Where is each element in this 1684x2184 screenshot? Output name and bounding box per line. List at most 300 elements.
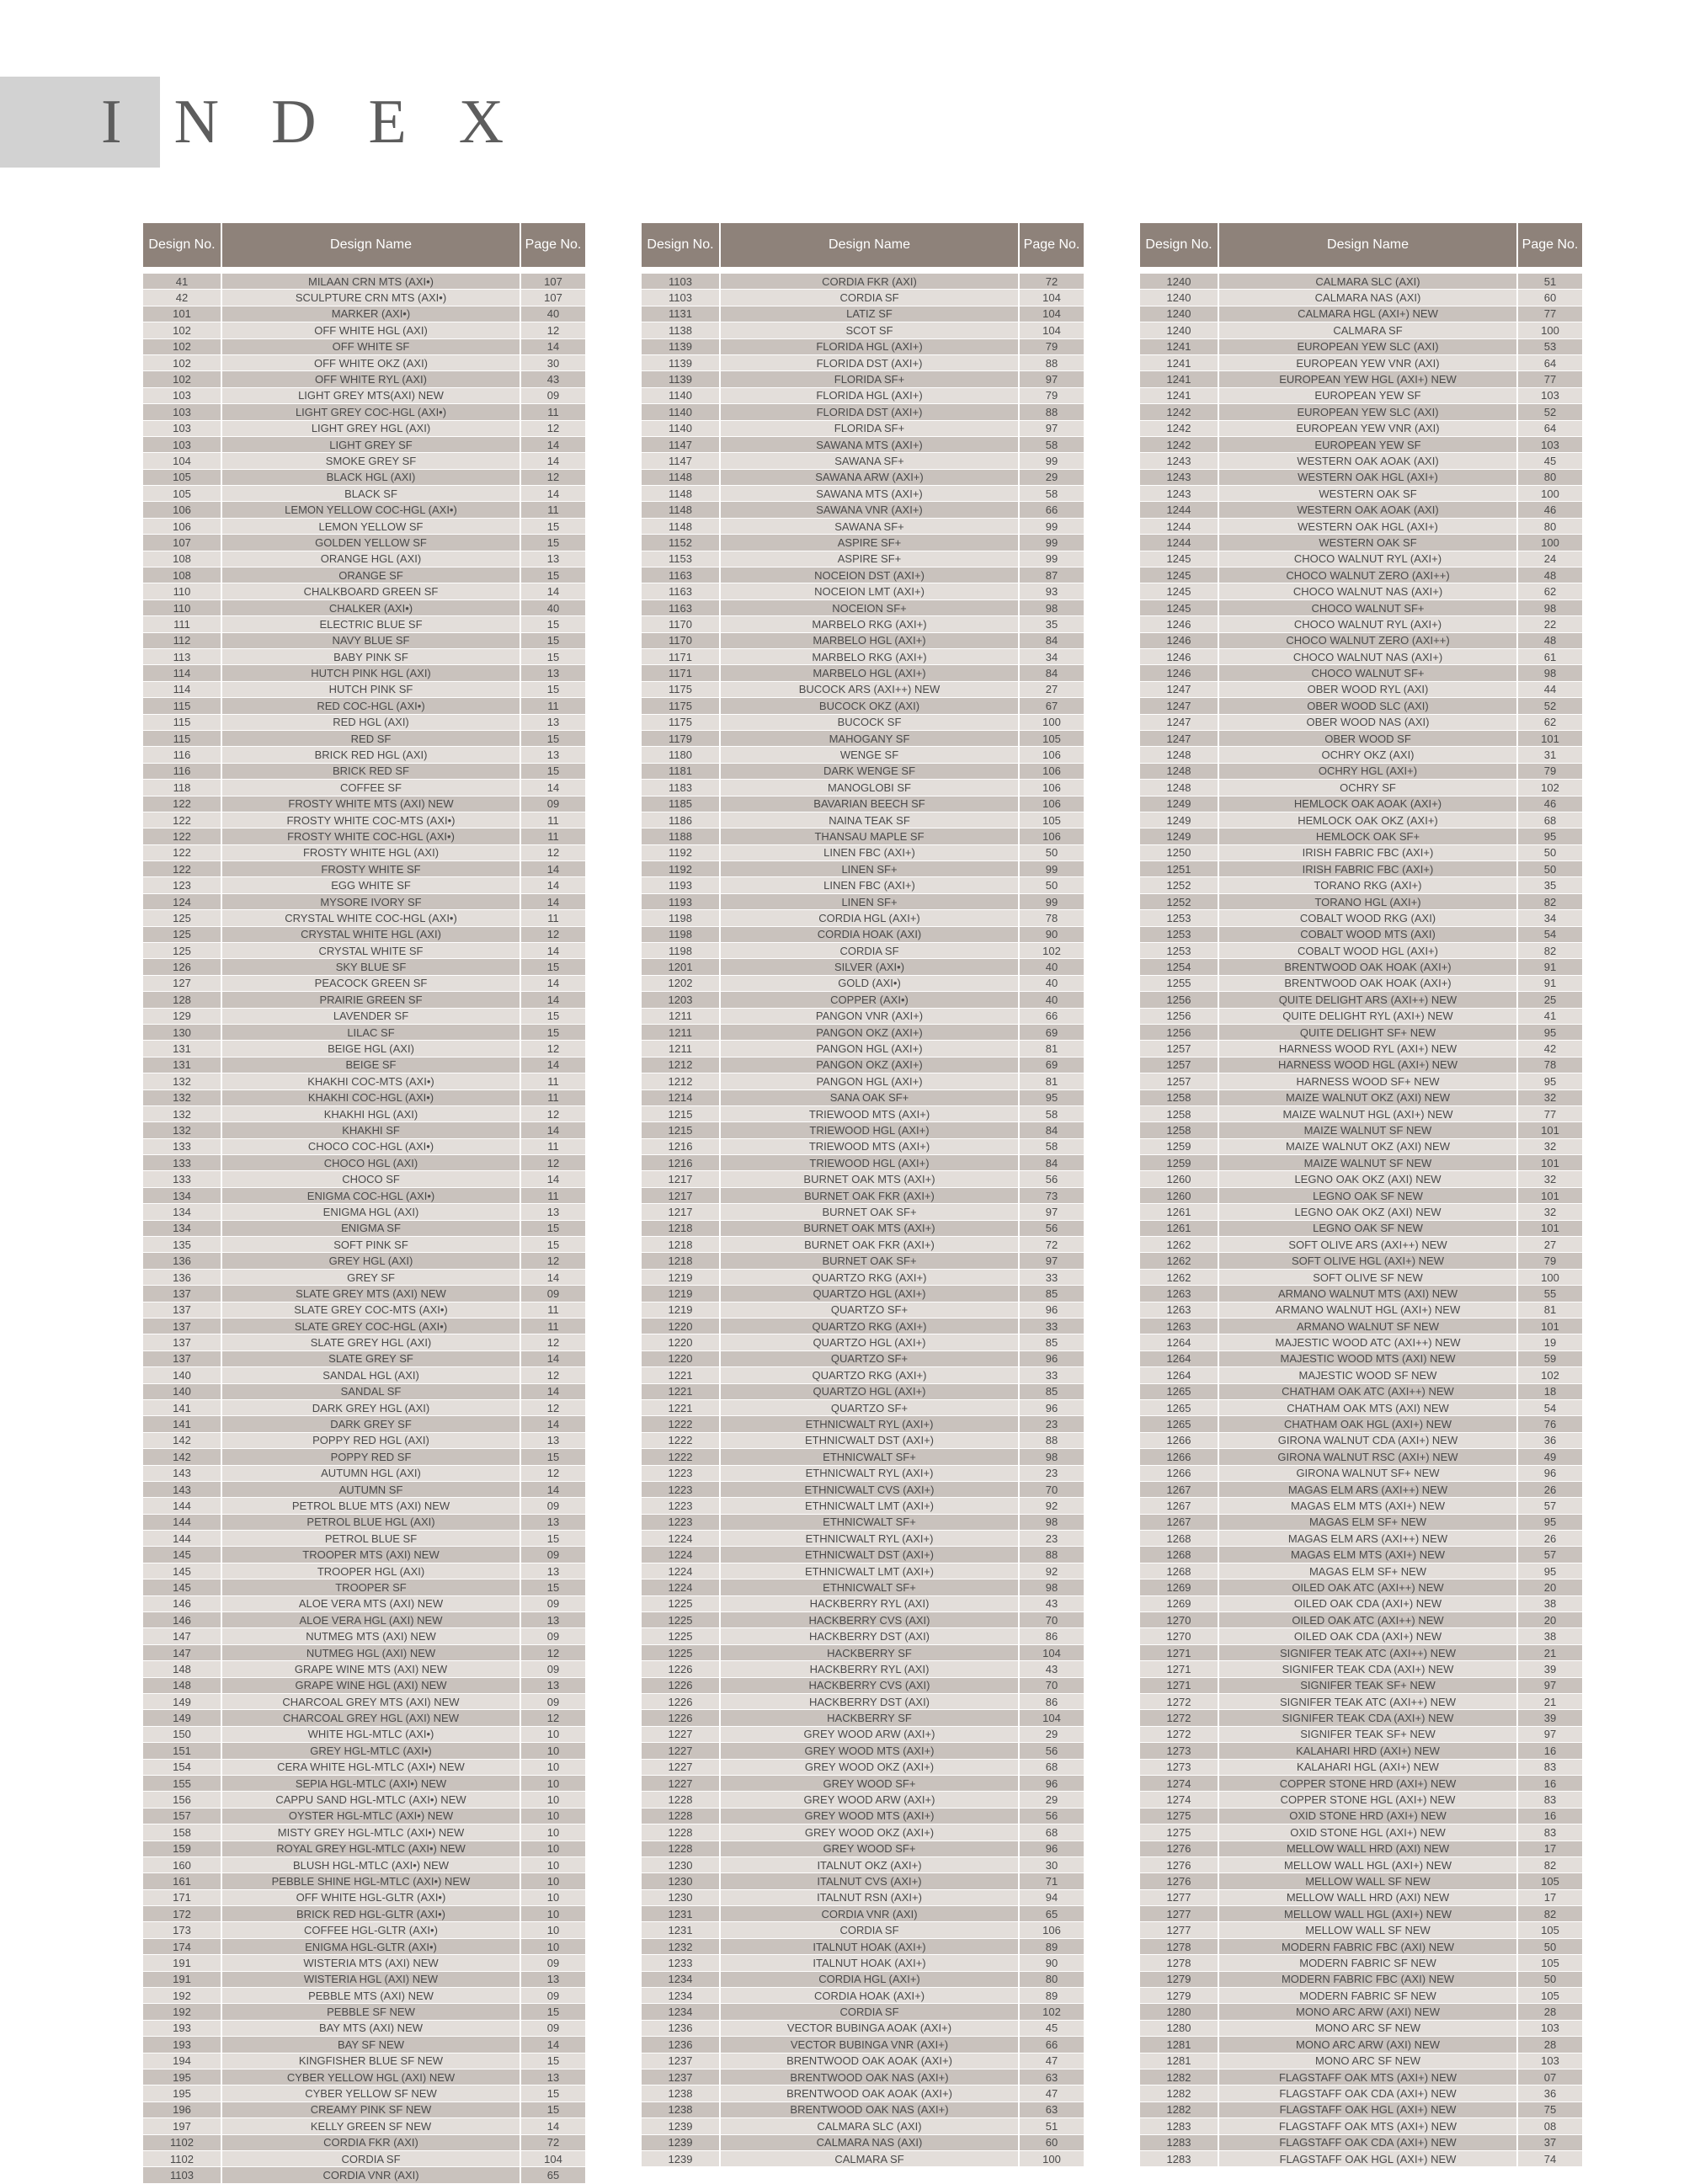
design-no-cell: 1180 [642,747,720,763]
design-no-cell: 1267 [1140,1498,1218,1514]
design-name-cell: MYSORE IVORY SF [221,893,520,909]
design-no-cell: 140 [143,1367,221,1383]
page-no-cell: 67 [1019,698,1084,714]
page-no-cell: 10 [520,1873,585,1889]
design-name-cell: SMOKE GREY SF [221,453,520,469]
design-name-cell: PANGON HGL (AXI+) [720,1041,1019,1057]
page-no-cell: 105 [1517,1873,1582,1889]
design-no-cell: 1221 [642,1399,720,1415]
design-no-cell: 1217 [642,1204,720,1220]
page-no-cell: 14 [520,486,585,502]
design-name-cell: ETHNICWALT RYL (AXI+) [720,1416,1019,1432]
page-no-cell: 50 [1517,844,1582,860]
design-no-cell: 1271 [1140,1644,1218,1660]
design-name-cell: SLATE GREY SF [221,1350,520,1366]
design-no-cell: 110 [143,583,221,599]
page-no-cell: 11 [520,812,585,828]
design-no-cell: 1103 [642,274,720,290]
design-no-cell: 157 [143,1808,221,1824]
design-no-cell: 102 [143,354,221,370]
table-row [1140,1481,1582,1497]
design-name-cell: BRENTWOOD OAK HOAK (AXI+) [1218,959,1517,975]
table-row [642,502,1084,518]
page-no-cell: 86 [1019,1628,1084,1644]
design-no-cell: 1248 [1140,763,1218,779]
design-no-cell: 144 [143,1531,221,1547]
design-name-cell: CHATHAM OAK HGL (AXI+) NEW [1218,1416,1517,1432]
design-no-cell: 1211 [642,1041,720,1057]
design-no-cell: 1217 [642,1171,720,1187]
table-row [642,371,1084,387]
design-no-cell: 1251 [1140,861,1218,877]
page-no-cell: 22 [1517,616,1582,632]
table-row [1140,1938,1582,1954]
table-row [642,1057,1084,1073]
page-no-cell: 100 [1517,486,1582,502]
table-row [642,747,1084,763]
design-no-cell: 105 [143,486,221,502]
table-row [143,1302,585,1318]
design-name-cell: CHOCO WALNUT ZERO (AXI++) [1218,632,1517,648]
design-name-cell: OFF WHITE HGL-GLTR (AXI•) [221,1889,520,1905]
table-row [1140,502,1582,518]
design-name-cell: PETROL BLUE MTS (AXI) NEW [221,1498,520,1514]
design-no-cell: 1262 [1140,1237,1218,1253]
page-no-cell: 14 [520,583,585,599]
design-name-cell: ASPIRE SF+ [720,551,1019,567]
design-name-cell: HACKBERRY RYL (AXI) [720,1661,1019,1677]
table-header-row [642,223,1084,267]
design-name-cell: SAWANA SF+ [720,518,1019,534]
design-name-cell: CALMARA SF [1218,322,1517,338]
design-no-cell: 147 [143,1628,221,1644]
design-no-cell: 102 [143,338,221,354]
design-name-cell: MARBELO HGL (AXI+) [720,665,1019,681]
design-name-cell: VECTOR BUBINGA AOAK (AXI+) [720,2020,1019,2036]
design-name-cell: BLACK HGL (AXI) [221,469,520,485]
design-name-cell: ORANGE SF [221,567,520,583]
design-no-cell: 114 [143,681,221,697]
page-no-cell: 105 [1517,1922,1582,1938]
page-no-cell: 99 [1019,453,1084,469]
page-no-cell: 81 [1019,1041,1084,1057]
design-name-cell: OBER WOOD NAS (AXI) [1218,714,1517,730]
table-row [642,404,1084,420]
design-no-cell: 128 [143,992,221,1008]
page-no-cell: 14 [520,1350,585,1366]
design-no-cell: 122 [143,812,221,828]
table-row [642,1693,1084,1709]
page-no-cell: 69 [1019,1024,1084,1040]
page-no-cell: 57 [1517,1498,1582,1514]
table-row [143,763,585,779]
page-no-cell: 95 [1517,1073,1582,1089]
page-no-cell: 13 [520,1204,585,1220]
page-no-cell: 60 [1517,290,1582,306]
design-name-cell: LINEN FBC (AXI+) [720,877,1019,893]
page-no-cell: 100 [1019,714,1084,730]
page-no-cell: 14 [520,992,585,1008]
design-name-cell: CORDIA SF [720,2004,1019,2020]
page-no-cell: 11 [520,1138,585,1154]
table-row [143,1922,585,1938]
design-no-cell: 1276 [1140,1856,1218,1872]
design-no-cell: 1198 [642,943,720,959]
table-row [642,1416,1084,1432]
page-no-cell: 28 [1517,2004,1582,2020]
table-row [143,975,585,991]
design-name-cell: VECTOR BUBINGA VNR (AXI+) [720,2037,1019,2053]
page-no-cell: 15 [520,1579,585,1595]
table-row [143,1775,585,1791]
table-row [1140,420,1582,436]
design-no-cell: 132 [143,1105,221,1121]
design-no-cell: 1222 [642,1449,720,1465]
design-no-cell: 1226 [642,1661,720,1677]
design-name-cell: ENIGMA COC-HGL (AXI•) [221,1187,520,1203]
design-no-cell: 1253 [1140,943,1218,959]
header-page-no: Page No. [1019,223,1084,267]
page-no-cell: 58 [1019,1138,1084,1154]
table-row [1140,274,1582,290]
design-no-cell: 1269 [1140,1579,1218,1595]
design-no-cell: 143 [143,1481,221,1497]
table-row [143,616,585,632]
page-no-cell: 102 [1517,780,1582,796]
table-row [143,714,585,730]
page-no-cell: 15 [520,2053,585,2069]
design-no-cell: 1228 [642,1824,720,1840]
design-no-cell: 1147 [642,453,720,469]
page-no-cell: 39 [1517,1710,1582,1726]
design-name-cell: SCULPTURE CRN MTS (AXI•) [221,290,520,306]
design-name-cell: SIGNIFER TEAK CDA (AXI+) NEW [1218,1710,1517,1726]
table-row [642,1220,1084,1236]
design-no-cell: 143 [143,1465,221,1481]
design-no-cell: 173 [143,1922,221,1938]
table-row [1140,1612,1582,1628]
page-no-cell: 12 [520,322,585,338]
table-row [143,1138,585,1154]
design-name-cell: SLATE GREY COC-HGL (AXI•) [221,1318,520,1334]
design-name-cell: WESTERN OAK HGL (AXI+) [1218,469,1517,485]
design-name-cell: BUCOCK ARS (AXI++) NEW [720,681,1019,697]
design-no-cell: 116 [143,763,221,779]
design-name-cell: ITALNUT RSN (AXI+) [720,1889,1019,1905]
table-row [1140,1726,1582,1742]
design-name-cell: EUROPEAN YEW SF [1218,436,1517,452]
design-no-cell: 1253 [1140,910,1218,926]
table-row [642,1187,1084,1203]
design-name-cell: AUTUMN HGL (AXI) [221,1465,520,1481]
table-row [642,1531,1084,1547]
design-name-cell: COBALT WOOD MTS (AXI) [1218,926,1517,942]
design-name-cell: LAVENDER SF [221,1008,520,1024]
table-row [1140,1824,1582,1840]
table-row [143,2134,585,2150]
page-no-cell: 107 [520,290,585,306]
design-name-cell: GIRONA WALNUT SF+ NEW [1218,1465,1517,1481]
table-row [642,780,1084,796]
table-row [1140,1759,1582,1775]
design-no-cell: 1216 [642,1138,720,1154]
page-no-cell: 32 [1517,1171,1582,1187]
design-name-cell: LEMON YELLOW SF [221,518,520,534]
design-no-cell: 1249 [1140,828,1218,844]
design-no-cell: 1246 [1140,616,1218,632]
table-row [1140,469,1582,485]
design-no-cell: 110 [143,599,221,615]
design-name-cell: GREY WOOD SF+ [720,1840,1019,1856]
design-name-cell: LIGHT GREY HGL (AXI) [221,420,520,436]
page-no-cell: 34 [1517,910,1582,926]
design-no-cell: 1175 [642,714,720,730]
table-row [642,2053,1084,2069]
design-no-cell: 1198 [642,910,720,926]
page-no-cell: 13 [520,1971,585,1987]
table-row [1140,1138,1582,1154]
page-no-cell: 10 [520,1840,585,1856]
design-name-cell: ITALNUT CVS (AXI+) [720,1873,1019,1889]
page-no-cell: 80 [1517,469,1582,485]
table-row [143,1155,585,1171]
design-name-cell: OCHRY OKZ (AXI) [1218,747,1517,763]
table-row [143,877,585,893]
table-row [143,812,585,828]
design-name-cell: CORDIA SF [720,290,1019,306]
table-row [1140,844,1582,860]
design-no-cell: 149 [143,1693,221,1709]
table-row [642,1204,1084,1220]
design-name-cell: OFF WHITE OKZ (AXI) [221,354,520,370]
page-no-cell: 10 [520,1775,585,1791]
design-no-cell: 1257 [1140,1041,1218,1057]
design-name-cell: CHOCO WALNUT SF+ [1218,599,1517,615]
design-name-cell: SIGNIFER TEAK ATC (AXI++) NEW [1218,1693,1517,1709]
page-no-cell: 09 [520,1693,585,1709]
design-name-cell: CORDIA HGL (AXI+) [720,1971,1019,1987]
page-no-cell: 17 [1517,1889,1582,1905]
page-no-cell: 29 [1019,1726,1084,1742]
page-no-cell: 15 [520,648,585,664]
design-no-cell: 1268 [1140,1531,1218,1547]
table-row [1140,2118,1582,2134]
design-no-cell: 137 [143,1334,221,1350]
design-name-cell: CORDIA FKR (AXI) [720,274,1019,290]
design-no-cell: 146 [143,1595,221,1611]
design-no-cell: 1243 [1140,469,1218,485]
table-row [1140,290,1582,306]
design-name-cell: QUITE DELIGHT ARS (AXI++) NEW [1218,992,1517,1008]
design-name-cell: COPPER STONE HRD (AXI+) NEW [1218,1775,1517,1791]
design-no-cell: 192 [143,2004,221,2020]
page-no-cell: 68 [1019,1824,1084,1840]
design-name-cell: MODERN FABRIC FBC (AXI) NEW [1218,1938,1517,1954]
table-row [143,1955,585,1971]
design-no-cell: 1192 [642,844,720,860]
design-no-cell: 145 [143,1579,221,1595]
design-no-cell: 1257 [1140,1073,1218,1089]
design-name-cell: DARK GREY SF [221,1416,520,1432]
page-no-cell: 96 [1019,1399,1084,1415]
design-name-cell: ETHNICWALT RYL (AXI+) [720,1465,1019,1481]
design-no-cell: 1202 [642,975,720,991]
design-no-cell: 1267 [1140,1481,1218,1497]
table-row [1140,616,1582,632]
page-no-cell: 10 [520,1922,585,1938]
page-no-cell: 09 [520,1286,585,1302]
table-row [642,583,1084,599]
design-no-cell: 1259 [1140,1138,1218,1154]
design-name-cell: GRAPE WINE HGL (AXI) NEW [221,1677,520,1693]
design-name-cell: HARNESS WOOD HGL (AXI+) NEW [1218,1057,1517,1073]
design-no-cell: 134 [143,1220,221,1236]
table-row [1140,1808,1582,1824]
design-name-cell: BURNET OAK MTS (AXI+) [720,1171,1019,1187]
table-row [642,1644,1084,1660]
design-no-cell: 1223 [642,1498,720,1514]
table-row [642,1988,1084,2004]
table-row [1140,1955,1582,1971]
table-row [642,1514,1084,1530]
design-name-cell: GREY WOOD ARW (AXI+) [720,1726,1019,1742]
design-name-cell: MARBELO HGL (AXI+) [720,632,1019,648]
page-no-cell: 12 [520,1710,585,1726]
design-no-cell: 1277 [1140,1889,1218,1905]
design-no-cell: 1272 [1140,1726,1218,1742]
design-name-cell: TROOPER HGL (AXI) [221,1563,520,1579]
design-no-cell: 1264 [1140,1350,1218,1366]
page-no-cell: 09 [520,796,585,812]
design-name-cell: POPPY RED HGL (AXI) [221,1432,520,1448]
design-name-cell: MELLOW WALL HRD (AXI) NEW [1218,1889,1517,1905]
design-name-cell: QUARTZO SF+ [720,1350,1019,1366]
table-row [1140,1220,1582,1236]
design-name-cell: ITALNUT HOAK (AXI+) [720,1955,1019,1971]
table-row [1140,404,1582,420]
table-row [1140,2004,1582,2020]
table-row [143,2037,585,2053]
table-row [143,665,585,681]
design-no-cell: 1223 [642,1465,720,1481]
design-name-cell: MODERN FABRIC FBC (AXI) NEW [1218,1971,1517,1987]
design-name-cell: FROSTY WHITE MTS (AXI) NEW [221,796,520,812]
page-no-cell: 102 [1019,2004,1084,2020]
design-name-cell: WESTERN OAK SF [1218,486,1517,502]
design-name-cell: MAJESTIC WOOD MTS (AXI) NEW [1218,1350,1517,1366]
page-no-cell: 101 [1517,1220,1582,1236]
table-row [143,1547,585,1563]
table-row [642,796,1084,812]
design-no-cell: 1171 [642,648,720,664]
table-row [143,290,585,306]
table-row [1140,828,1582,844]
table-row [143,1383,585,1399]
page-no-cell: 11 [520,1318,585,1334]
page-no-cell: 66 [1019,2037,1084,2053]
page-no-cell: 16 [1517,1808,1582,1824]
table-row [143,518,585,534]
design-name-cell: SAWANA ARW (AXI+) [720,469,1019,485]
design-no-cell: 134 [143,1204,221,1220]
design-no-cell: 161 [143,1873,221,1889]
design-no-cell: 1270 [1140,1612,1218,1628]
design-name-cell: CRYSTAL WHITE SF [221,943,520,959]
table-row [143,1204,585,1220]
design-name-cell: CHALKBOARD GREEN SF [221,583,520,599]
table-row [642,1955,1084,1971]
page-no-cell: 50 [1517,861,1582,877]
design-no-cell: 123 [143,877,221,893]
design-name-cell: MAGAS ELM SF+ NEW [1218,1563,1517,1579]
design-no-cell: 1230 [642,1873,720,1889]
design-no-cell: 1179 [642,730,720,746]
design-no-cell: 130 [143,1024,221,1040]
design-no-cell: 1226 [642,1710,720,1726]
design-no-cell: 1224 [642,1579,720,1595]
design-no-cell: 1103 [143,2167,221,2183]
page-no-cell: 91 [1517,975,1582,991]
table-row [143,551,585,567]
page-no-cell: 43 [520,371,585,387]
design-name-cell: TROOPER MTS (AXI) NEW [221,1547,520,1563]
table-row [1140,1465,1582,1481]
design-no-cell: 131 [143,1057,221,1073]
table-row [1140,1988,1582,2004]
design-no-cell: 1256 [1140,1024,1218,1040]
table-row [143,338,585,354]
header-design-name: Design Name [1218,223,1517,267]
design-no-cell: 1263 [1140,1286,1218,1302]
page-no-cell: 82 [1517,1856,1582,1872]
design-no-cell: 1216 [642,1155,720,1171]
page-no-cell: 12 [520,1155,585,1171]
design-name-cell: PANGON VNR (AXI+) [720,1008,1019,1024]
page-no-cell: 15 [520,2101,585,2117]
table-row [143,1808,585,1824]
index-table [1140,223,1582,2167]
design-no-cell: 133 [143,1171,221,1187]
design-no-cell: 158 [143,1824,221,1840]
page-no-cell: 95 [1517,1024,1582,1040]
table-row [143,1073,585,1089]
design-name-cell: WESTERN OAK HGL (AXI+) [1218,518,1517,534]
table-row [1140,535,1582,551]
table-row [1140,730,1582,746]
page-no-cell: 84 [1019,1155,1084,1171]
page-no-cell: 15 [520,1449,585,1465]
design-no-cell: 1247 [1140,681,1218,697]
design-name-cell: HARNESS WOOD SF+ NEW [1218,1073,1517,1089]
design-no-cell: 1242 [1140,436,1218,452]
table-row [642,959,1084,975]
design-no-cell: 113 [143,648,221,664]
page-no-cell: 82 [1517,1906,1582,1922]
page-no-cell: 72 [1019,1237,1084,1253]
table-row [1140,943,1582,959]
design-name-cell: WISTERIA MTS (AXI) NEW [221,1955,520,1971]
design-no-cell: 103 [143,436,221,452]
page-no-cell: 14 [520,975,585,991]
design-no-cell: 1186 [642,812,720,828]
page-no-cell: 10 [520,1889,585,1905]
table-row [642,1399,1084,1415]
design-name-cell: BURNET OAK FKR (AXI+) [720,1187,1019,1203]
table-row [143,306,585,322]
table-row [642,518,1084,534]
page-no-cell: 16 [1517,1743,1582,1759]
table-row [143,2118,585,2134]
